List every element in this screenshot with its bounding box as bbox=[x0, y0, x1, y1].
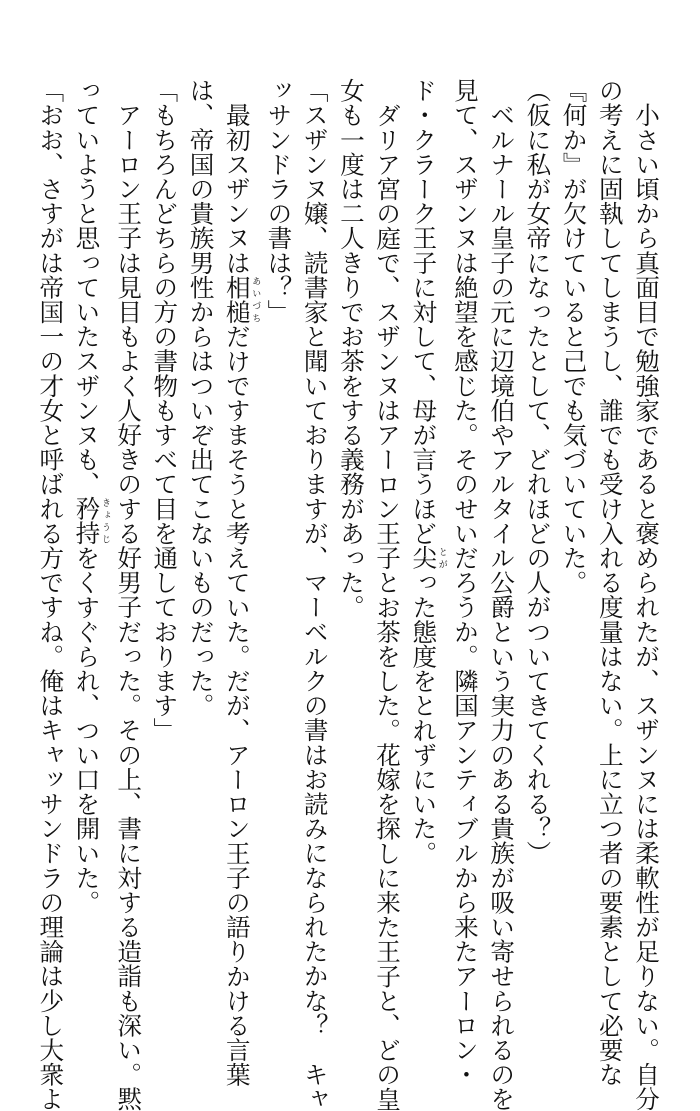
text-line-9: 女も一度は二人きりでお茶をする義務があった。 bbox=[336, 78, 366, 620]
text-line-7: ド・クラーク王子に対して、母が言うほど尖とがった態度をとれずにいた。 bbox=[409, 78, 447, 866]
text-line-14: 「もちろんどちらの方の書物もすべて目を通しております」 bbox=[150, 78, 180, 743]
text-line-3: 『何か』が欠けていると己でも気づいていた。 bbox=[559, 78, 589, 595]
text-line-12-start: 最初スザンヌは bbox=[222, 78, 252, 275]
text-line-16-end: をくすぐられ、つい口を開いた。 bbox=[72, 545, 102, 915]
vertical-text-body bbox=[32, 78, 664, 1111]
text-line-6: 見て、スザンヌは絶望を感じた。そのせいだろうか。隣国アンティブルから来たアーロン・ bbox=[450, 78, 480, 1087]
text-line-12 bbox=[219, 78, 261, 1087]
ruby-kyouji: 矜持きょうじ bbox=[72, 496, 110, 546]
ruby-togatta: 尖とが bbox=[409, 545, 447, 571]
text-line-15: アーロン王子は見目もよく人好きのする好男子だった。その上、書に対する造詣も深い。黙 bbox=[114, 78, 144, 1111]
text-line-2: の考えに固執してしまうし、誰でも受け入れる度量はない。上に立つ者の要素として必要な bbox=[595, 78, 625, 1087]
text-line-1: 小さい頃から真面目で勉強家であると褒められたが、スザンヌには柔軟性が足りない。自分 bbox=[632, 78, 661, 1111]
text-line-4: （仮に私が女帝になったとして、どれほどの人がついてきてくれる？） bbox=[523, 78, 553, 866]
text-line-16-start: っていようと思っていたスザンヌも、 bbox=[72, 78, 102, 497]
text-line-8: ダリア宮の庭で、スザンヌはアーロン王子とお茶をした。花嫁を探しに来た王子と、どの皇 bbox=[373, 102, 403, 1111]
text-line-17: 「おお、さすがは帝国一の才女と呼ばれる方ですね。俺はキャッサンドラの理論は少し大衆よ bbox=[36, 78, 66, 1111]
text-line-12-end: だけですまそうと考えていた。だが、アーロン王子の語りかける言葉 bbox=[222, 324, 252, 1087]
text-line-10: 「スザンヌ嬢、読書家と聞いておりますが、マーベルクの書はお読みになられたかな？ キャ bbox=[300, 78, 330, 1111]
ruby-aizuchi: 相槌あいづち bbox=[222, 274, 261, 325]
text-line-7-end: 態度をとれずにいた。 bbox=[409, 619, 439, 866]
text-line-7-start: ド・クラーク王子に対して、母が言うほど bbox=[409, 78, 439, 546]
text-line-13: は、帝国の貴族男性からはついぞ出てこないものだった。 bbox=[186, 78, 216, 718]
text-line-11: ッサンドラの書は？」 bbox=[264, 78, 294, 324]
text-line-16 bbox=[68, 78, 110, 988]
text-line-5: ベルナール皇子の元に辺境伯やアルタイル公爵という実力のある貴族が吸い寄せられるのを bbox=[487, 78, 517, 1111]
